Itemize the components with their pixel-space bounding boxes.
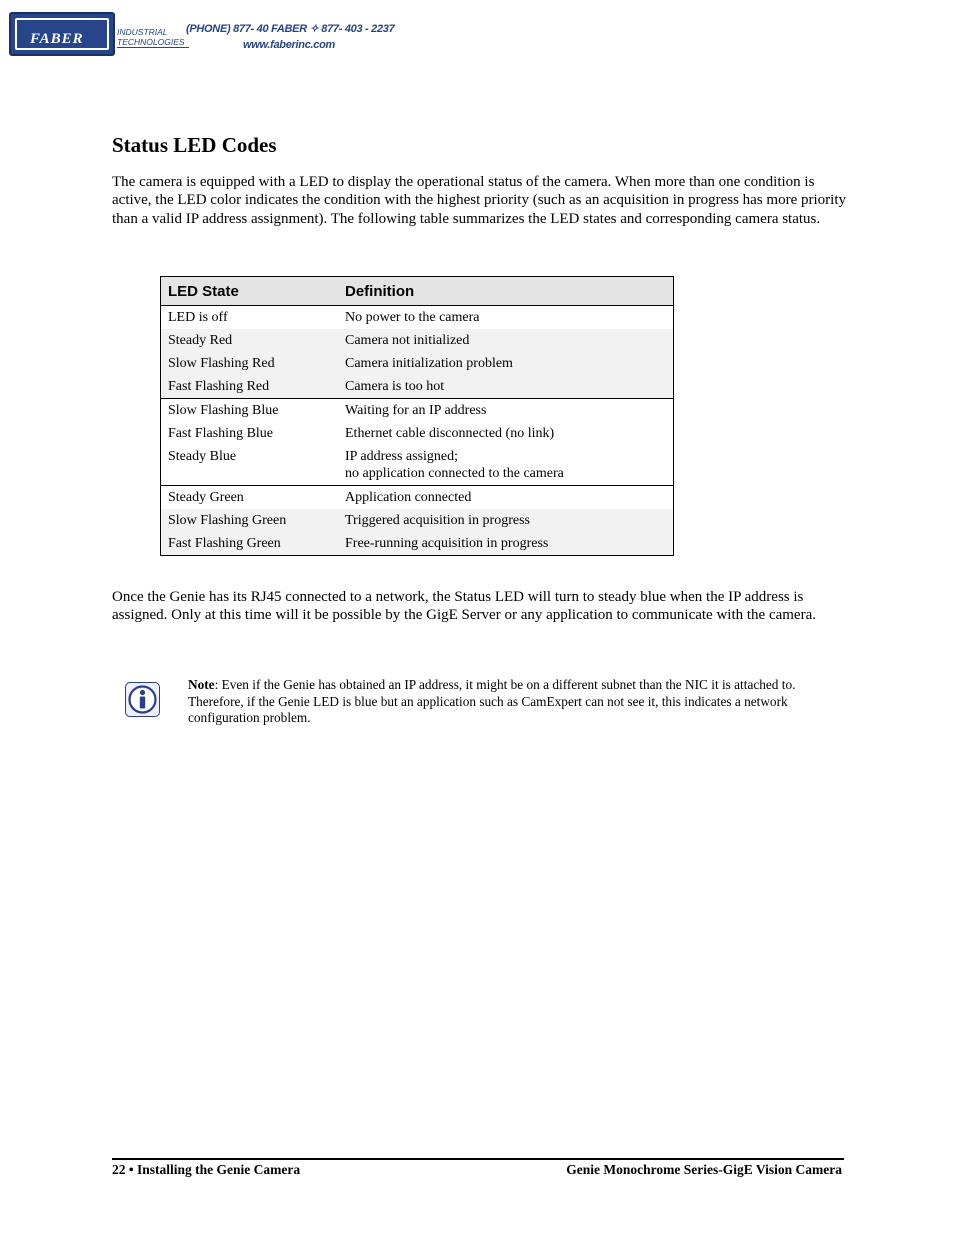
table-row <box>161 306 673 329</box>
header-led-state: LED State <box>168 282 239 300</box>
footer-page-info: 22 • Installing the Genie Camera <box>112 1162 301 1177</box>
network-paragraph: Once the Genie has its RJ45 connected to a network, the Status LED will turn to steady blue when the IP address is assigned. Only at this time will it be possible by the GigE Server or any application to communicate with the camera. <box>112 589 816 624</box>
table-header <box>161 277 673 306</box>
section-title: Status LED Codes <box>112 133 277 157</box>
definition-cell: Camera not initialized <box>345 333 470 348</box>
led-state-cell: Slow Flashing Red <box>168 356 275 371</box>
table-group-red <box>161 306 673 399</box>
logo-tagline: INDUSTRIAL TECHNOLOGIES <box>117 27 189 48</box>
definition-cell: Application connected <box>345 490 472 505</box>
company-logo <box>9 12 185 58</box>
table-row <box>161 399 673 422</box>
led-status-table <box>160 276 674 556</box>
definition-cell: Camera is too hot <box>345 379 445 394</box>
header-phone: (PHONE) 877- 40 FABER ✧ 877- 403 - 2237 <box>186 23 395 35</box>
table-group-blue <box>161 399 673 486</box>
table-row <box>161 532 673 555</box>
note-body: : Even if the Genie has obtained an IP address, it might be on a different subnet than the NIC it is attached to. Therefore, if the Genie LED is blue but an application such as CamExpert can not see it, this indicates a network configuration problem. <box>188 677 796 725</box>
led-state-cell: Slow Flashing Blue <box>168 403 279 418</box>
led-state-cell: Slow Flashing Green <box>168 513 287 528</box>
info-icon <box>125 682 160 717</box>
table-row <box>161 329 673 352</box>
table-row <box>161 509 673 532</box>
intro-paragraph: The camera is equipped with a LED to display the operational status of the camera. When more than one condition is active, the LED color indicates the condition with the highest priority (such as an acquisition in progress has more priority than a valid IP address assignment). The following table summarizes the LED states and corresponding camera status. <box>112 174 846 227</box>
definition-cell: Ethernet cable disconnected (no link) <box>345 426 555 441</box>
led-state-cell: Steady Red <box>168 333 233 348</box>
definition-cell: IP address assigned; no application connected to the camera <box>345 449 564 481</box>
table-row <box>161 486 673 509</box>
led-state-cell: Steady Blue <box>168 449 237 464</box>
led-state-cell: Steady Green <box>168 490 244 505</box>
header-website: www.faberinc.com <box>243 39 335 51</box>
led-state-cell: LED is off <box>168 310 228 325</box>
definition-cell: Free-running acquisition in progress <box>345 536 549 551</box>
table-group-green <box>161 486 673 555</box>
logo-wordmark: FABER <box>27 31 87 48</box>
table-row <box>161 352 673 375</box>
led-state-cell: Fast Flashing Red <box>168 379 270 394</box>
definition-cell: Waiting for an IP address <box>345 403 487 418</box>
footer-divider <box>112 1158 844 1160</box>
led-state-cell: Fast Flashing Green <box>168 536 281 551</box>
footer-doc-title: Genie Monochrome Series-GigE Vision Camera <box>566 1162 842 1177</box>
table-row <box>161 422 673 445</box>
logo-badge <box>9 12 115 56</box>
note-text <box>188 677 840 727</box>
table-row <box>161 375 673 398</box>
definition-cell: Camera initialization problem <box>345 356 513 371</box>
led-state-cell: Fast Flashing Blue <box>168 426 274 441</box>
definition-cell: No power to the camera <box>345 310 480 325</box>
definition-cell: Triggered acquisition in progress <box>345 513 530 528</box>
note-label: Note <box>188 677 215 692</box>
table-row <box>161 445 673 485</box>
header-definition: Definition <box>345 282 415 300</box>
